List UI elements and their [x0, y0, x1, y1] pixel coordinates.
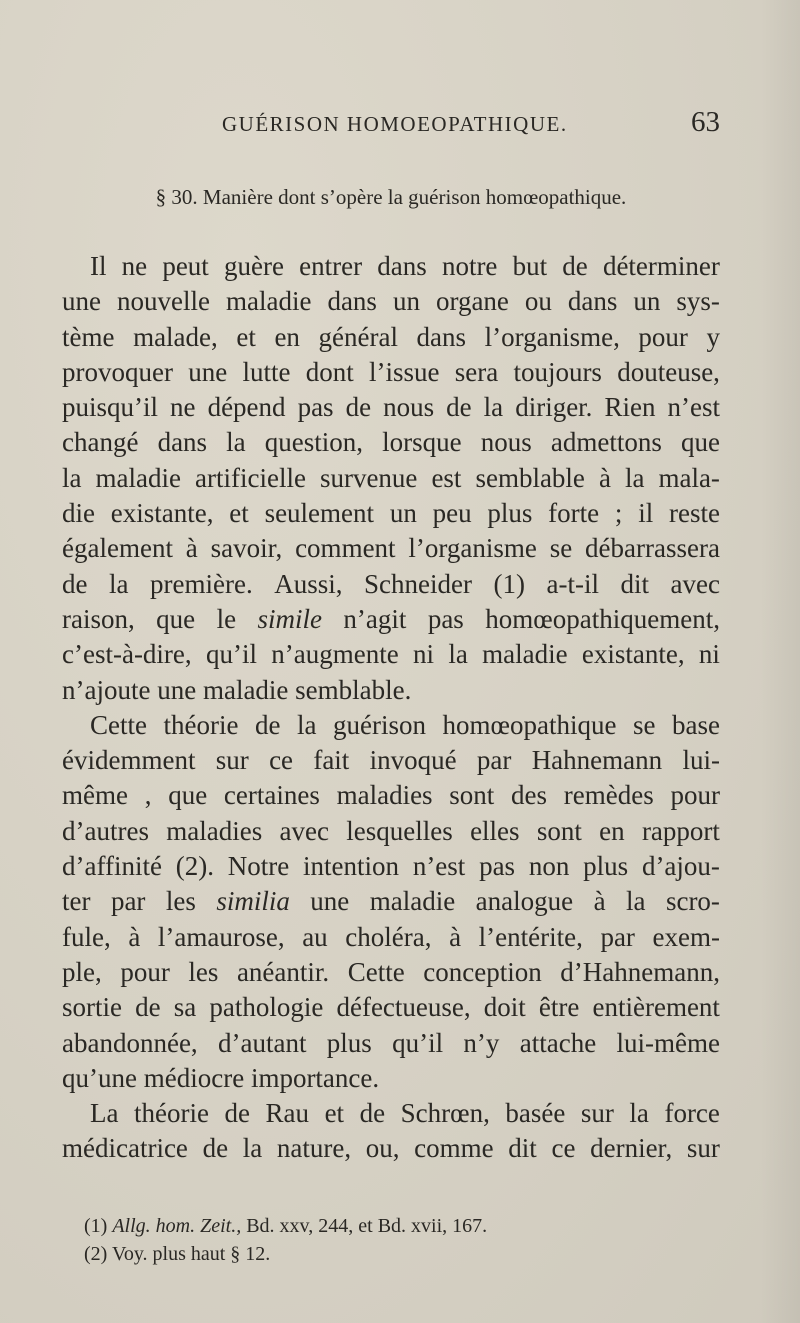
- text-line: la maladie artificielle survenue est semblable à la mala-: [62, 462, 720, 493]
- footnote-citation: Allg. hom. Zeit.,: [112, 1215, 242, 1237]
- text-line: tème malade, et en général dans l’organisme, pour y: [62, 321, 720, 352]
- text-line: ter par les similia une maladie analogue à la scro-: [62, 886, 720, 917]
- text-line: qu’une médiocre importance.: [62, 1062, 380, 1093]
- text-line: fule, à l’amaurose, au choléra, à l’entérite, par exem-: [62, 921, 720, 952]
- text-line: d’affinité (2). Notre intention n’est pas non plus d’ajou-: [62, 851, 720, 882]
- text-line: évidemment sur ce fait invoqué par Hahnemann lui-: [62, 745, 720, 776]
- body-text: [62, 249, 720, 1167]
- text-line: die existante, et seulement un peu plus forte ; il reste: [62, 498, 720, 529]
- text-line: de la première. Aussi, Schneider (1) a-t-il dit avec: [62, 568, 720, 599]
- text-line: sortie de sa pathologie défectueuse, doit être entièrement: [62, 992, 720, 1023]
- text-line: médicatrice de la nature, ou, comme dit ce dernier, sur: [62, 1133, 720, 1164]
- text-line: une nouvelle maladie dans un organe ou dans un sys-: [62, 286, 720, 317]
- running-title: GUÉRISON HOMOEOPATHIQUE.: [222, 112, 568, 136]
- text-line: Cette théorie de la guérison homœopathique se base: [90, 709, 720, 740]
- text-line: provoquer une lutte dont l’issue sera toujours douteuse,: [62, 356, 720, 387]
- page-number: 63: [691, 106, 720, 138]
- section-heading: § 30. Manière dont s’opère la guérison homœopathique.: [155, 185, 627, 209]
- text-line: même , que certaines maladies sont des remèdes pour: [62, 780, 720, 811]
- footnote-text: Voy. plus haut § 12.: [107, 1243, 271, 1265]
- text-line: c’est-à-dire, qu’il n’augmente ni la maladie existante, ni: [62, 639, 720, 670]
- footnote-marker: (1): [84, 1215, 108, 1237]
- footnote-2: [84, 1240, 714, 1268]
- text-line: abandonnée, d’autant plus qu’il n’y attache lui-même: [62, 1027, 720, 1058]
- text-line: La théorie de Rau et de Schrœn, basée sur la force: [90, 1098, 720, 1129]
- footnote-text: Bd. xxv, 244, et Bd. xvii, 167.: [241, 1215, 488, 1237]
- text-line: ple, pour les anéantir. Cette conception d’Hahnemann,: [62, 956, 720, 987]
- text-line: également à savoir, comment l’organisme se débarrassera: [62, 533, 720, 564]
- text-line: d’autres maladies avec lesquelles elles sont en rapport: [62, 815, 720, 846]
- text-line: changé dans la question, lorsque nous admettons que: [62, 427, 720, 458]
- text-line: raison, que le simile n’agit pas homœopathiquement,: [62, 603, 720, 634]
- text-line: Il ne peut guère entrer dans notre but de déterminer: [90, 251, 720, 281]
- footnotes: [84, 1212, 714, 1268]
- running-head: [62, 104, 720, 144]
- text-line: n’ajoute une maladie semblable.: [62, 674, 412, 705]
- footnote-1: [84, 1212, 714, 1240]
- footnote-marker: (2): [84, 1243, 108, 1265]
- text-line: puisqu’il ne dépend pas de nous de la diriger. Rien n’est: [62, 392, 720, 423]
- page-edge-shadow: [760, 0, 800, 1323]
